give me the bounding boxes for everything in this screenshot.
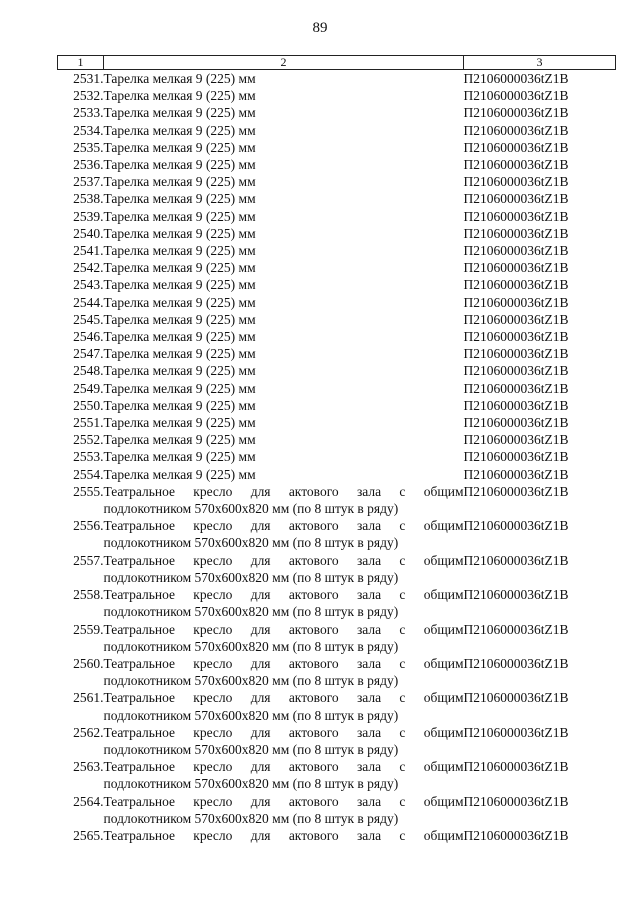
row-number: 2562. [73,724,104,740]
description-line: Театральное кресло для актового зала с общим [103,759,464,775]
item-code: П2106000036tZ1B [463,346,569,362]
description-line: Театральное кресло для актового зала с общим [103,621,464,637]
item-code: П2106000036tZ1B [463,311,569,327]
item-description [104,689,464,723]
table-row [58,87,616,104]
table-row [58,259,616,276]
item-code: П2106000036tZ1B [463,277,569,293]
table-row [58,328,616,345]
row-number: 2556. [73,518,104,534]
item-description: Тарелка мелкая 9 (225) мм [103,105,256,121]
table-row [58,70,616,88]
description-line: подлокотником 570x600x820 мм (по 8 штук в ряду) [103,535,399,551]
item-description [104,655,464,689]
item-description: Тарелка мелкая 9 (225) мм [103,122,256,138]
row-number: 2532. [73,88,104,104]
row-number: 2551. [73,415,104,431]
item-description: Тарелка мелкая 9 (225) мм [103,311,256,327]
row-number: 2559. [73,621,104,637]
description-line: подлокотником 570x600x820 мм (по 8 штук в ряду) [103,741,399,757]
table-row [58,225,616,242]
table-row [58,294,616,311]
item-code: П2106000036tZ1B [463,655,569,671]
table-row [58,431,616,448]
item-description: Тарелка мелкая 9 (225) мм [103,329,256,345]
item-description [104,552,464,586]
description-line: подлокотником 570x600x820 мм (по 8 штук в ряду) [103,604,399,620]
table-row [58,397,616,414]
table-row [58,242,616,259]
item-description: Тарелка мелкая 9 (225) мм [103,191,256,207]
item-description: Тарелка мелкая 9 (225) мм [103,174,256,190]
description-line: Театральное кресло для актового зала с общим [103,827,464,843]
table-row [58,362,616,379]
item-description: Тарелка мелкая 9 (225) мм [103,243,256,259]
row-number: 2555. [73,483,104,499]
item-description: Тарелка мелкая 9 (225) мм [103,363,256,379]
row-number: 2565. [73,827,104,843]
item-code: П2106000036tZ1B [463,191,569,207]
description-line: подлокотником 570x600x820 мм (по 8 штук в ряду) [103,673,399,689]
table-row [58,552,616,586]
row-number: 2533. [73,105,104,121]
table-row [58,173,616,190]
table-row [58,139,616,156]
item-description [104,724,464,758]
row-number: 2545. [73,311,104,327]
description-line: Театральное кресло для актового зала с общим [103,587,464,603]
row-number: 2542. [73,260,104,276]
table-row [58,208,616,225]
item-description: Тарелка мелкая 9 (225) мм [103,157,256,173]
item-description [104,483,464,517]
table-row [58,724,616,758]
item-code: П2106000036tZ1B [463,518,569,534]
item-code: П2106000036tZ1B [463,294,569,310]
item-code: П2106000036tZ1B [463,827,569,843]
row-number: 2543. [73,277,104,293]
item-description: Тарелка мелкая 9 (225) мм [103,415,256,431]
item-code: П2106000036tZ1B [463,415,569,431]
item-description: Тарелка мелкая 9 (225) мм [103,208,256,224]
item-description [104,793,464,827]
item-code: П2106000036tZ1B [463,587,569,603]
column-header-number: 1 [58,56,104,70]
table-row [58,793,616,827]
description-line: подлокотником 570x600x820 мм (по 8 штук в ряду) [103,810,399,826]
item-code: П2106000036tZ1B [463,174,569,190]
item-description [104,621,464,655]
table-row [58,311,616,328]
item-code: П2106000036tZ1B [463,380,569,396]
item-description [104,586,464,620]
table-row [58,276,616,293]
description-line: Театральное кресло для актового зала с общим [103,724,464,740]
description-line: Театральное кресло для актового зала с общим [103,552,464,568]
item-code: П2106000036tZ1B [463,71,569,86]
row-number: 2558. [73,587,104,603]
row-number: 2546. [73,329,104,345]
row-number: 2539. [73,208,104,224]
row-number: 2553. [73,449,104,465]
table-row [58,758,616,792]
items-table [57,55,616,844]
description-line: подлокотником 570x600x820 мм (по 8 штук в ряду) [103,501,399,517]
item-description: Тарелка мелкая 9 (225) мм [103,380,256,396]
row-number: 2557. [73,552,104,568]
item-description: Тарелка мелкая 9 (225) мм [103,88,256,104]
row-number: 2538. [73,191,104,207]
item-code: П2106000036tZ1B [463,363,569,379]
row-number: 2563. [73,759,104,775]
table-row [58,345,616,362]
table-row [58,380,616,397]
table-row [58,517,616,551]
column-header-description: 2 [104,56,464,70]
description-line: Театральное кресло для актового зала с общим [103,793,464,809]
item-code: П2106000036tZ1B [463,724,569,740]
row-number: 2564. [73,793,104,809]
item-description: Тарелка мелкая 9 (225) мм [103,277,256,293]
row-number: 2541. [73,243,104,259]
row-number: 2547. [73,346,104,362]
row-number: 2548. [73,363,104,379]
row-number: 2550. [73,397,104,413]
item-code: П2106000036tZ1B [463,122,569,138]
row-number: 2534. [73,122,104,138]
item-code: П2106000036tZ1B [463,105,569,121]
item-code: П2106000036tZ1B [463,397,569,413]
item-description: Тарелка мелкая 9 (225) мм [103,397,256,413]
description-line: подлокотником 570x600x820 мм (по 8 штук в ряду) [103,569,399,585]
item-description: Тарелка мелкая 9 (225) мм [103,294,256,310]
item-code: П2106000036tZ1B [463,552,569,568]
item-code: П2106000036tZ1B [463,793,569,809]
table-row [58,483,616,517]
item-code: П2106000036tZ1B [463,690,569,706]
item-code: П2106000036tZ1B [463,157,569,173]
row-number: 2536. [73,157,104,173]
item-code: П2106000036tZ1B [463,466,569,482]
item-code: П2106000036tZ1B [463,621,569,637]
row-number: 2561. [73,690,104,706]
table-header [58,56,616,70]
item-code: П2106000036tZ1B [463,759,569,775]
table-row [58,689,616,723]
row-number: 2554. [73,466,104,482]
description-line: Театральное кресло для актового зала с общим [103,483,464,499]
row-number: 2540. [73,225,104,241]
table-row [58,621,616,655]
row-number: 2537. [73,174,104,190]
header-row [58,56,616,70]
item-code: П2106000036tZ1B [463,483,569,499]
item-code: П2106000036tZ1B [463,208,569,224]
table-row [58,655,616,689]
page-number: 89 [312,20,328,36]
table-row [58,190,616,207]
item-description: Тарелка мелкая 9 (225) мм [103,260,256,276]
item-code: П2106000036tZ1B [463,243,569,259]
item-description [104,517,464,551]
table-body [58,70,616,845]
item-description: Тарелка мелкая 9 (225) мм [103,346,256,362]
item-description [104,827,464,844]
description-line: Театральное кресло для актового зала с общим [103,690,464,706]
item-description: Тарелка мелкая 9 (225) мм [103,432,256,448]
description-line: подлокотником 570x600x820 мм (по 8 штук в ряду) [103,707,399,723]
table-row [58,104,616,121]
row-number: 2544. [73,294,104,310]
table-row [58,122,616,139]
table-row [58,466,616,483]
item-code: П2106000036tZ1B [463,139,569,155]
item-code: П2106000036tZ1B [463,225,569,241]
table-row [58,586,616,620]
item-code: П2106000036tZ1B [463,260,569,276]
row-number: 2552. [73,432,104,448]
row-number: 2531. [73,71,104,86]
item-description: Тарелка мелкая 9 (225) мм [103,71,256,86]
row-number: 2549. [73,380,104,396]
item-code: П2106000036tZ1B [463,449,569,465]
item-description: Тарелка мелкая 9 (225) мм [103,466,256,482]
table-row [58,414,616,431]
description-line: Театральное кресло для актового зала с общим [103,655,464,671]
table-row [58,827,616,844]
row-number: 2560. [73,655,104,671]
description-line: Театральное кресло для актового зала с общим [103,518,464,534]
item-description: Тарелка мелкая 9 (225) мм [103,449,256,465]
description-line: подлокотником 570x600x820 мм (по 8 штук в ряду) [103,776,399,792]
column-header-code: 3 [464,56,616,70]
description-line: подлокотником 570x600x820 мм (по 8 штук в ряду) [103,638,399,654]
item-code: П2106000036tZ1B [463,432,569,448]
item-description: Тарелка мелкая 9 (225) мм [103,139,256,155]
table-row [58,448,616,465]
table-row [58,156,616,173]
item-description [104,758,464,792]
item-description: Тарелка мелкая 9 (225) мм [103,225,256,241]
item-code: П2106000036tZ1B [463,88,569,104]
item-code: П2106000036tZ1B [463,329,569,345]
row-number: 2535. [73,139,104,155]
